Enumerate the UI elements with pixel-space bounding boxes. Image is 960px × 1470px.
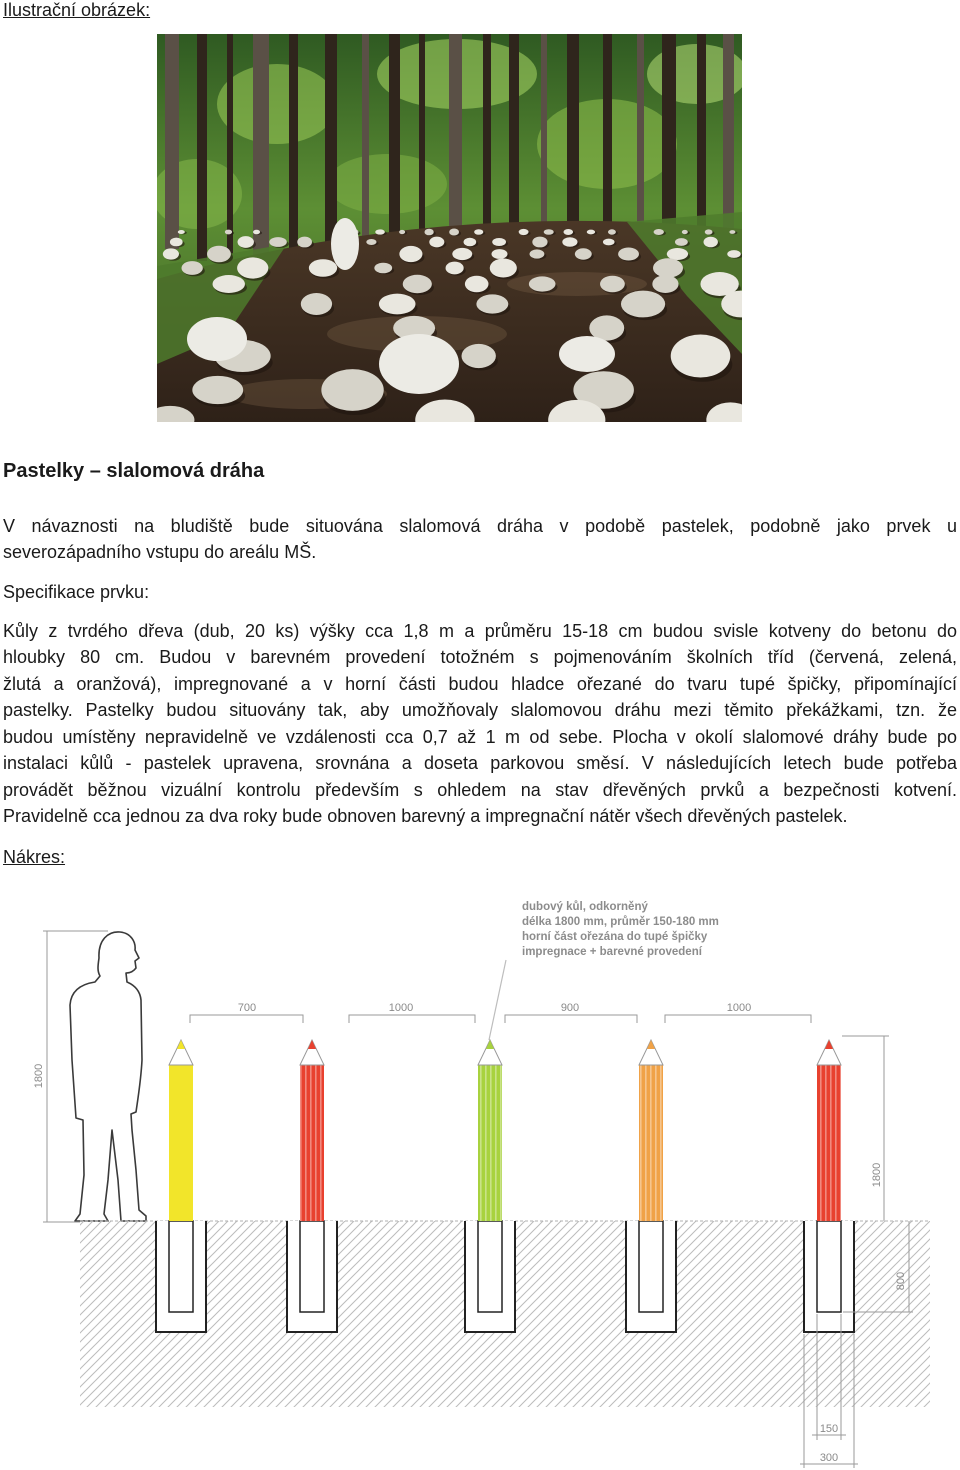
stone: [474, 229, 483, 235]
stone: [399, 246, 422, 262]
stone: [178, 230, 185, 234]
stone: [429, 237, 444, 248]
stone: [163, 248, 179, 259]
annotation-leader-line: [489, 960, 506, 1040]
stone: [253, 230, 260, 235]
stone: [587, 230, 595, 235]
stone: [675, 238, 688, 246]
stone: [424, 229, 433, 236]
tree-trunk: [419, 34, 425, 249]
stone: [562, 237, 577, 246]
stone: [654, 229, 664, 235]
stone: [446, 262, 464, 275]
stone: [727, 250, 741, 258]
large-stone: [379, 334, 459, 394]
stone: [321, 369, 383, 411]
stone: [490, 258, 517, 277]
stone: [704, 237, 718, 248]
post-height-label: 1800: [871, 1162, 883, 1188]
stone: [563, 229, 573, 235]
annotation-line: dubový kůl, odkorněný: [522, 901, 648, 913]
tree-trunk: [227, 34, 233, 273]
annotation-line: délka 1800 mm, průměr 150-180 mm: [522, 916, 719, 928]
stone: [449, 229, 459, 236]
spacing-label: 900: [560, 1002, 580, 1014]
stone: [301, 293, 332, 315]
pencil-post: [626, 1040, 676, 1332]
tree-trunk: [662, 34, 676, 249]
stone: [600, 276, 625, 293]
drawing-label: Nákres:: [3, 847, 66, 867]
stone: [544, 229, 554, 235]
stone: [399, 230, 405, 234]
stone: [530, 249, 545, 258]
spacing-label: 700: [237, 1002, 257, 1014]
stone: [532, 237, 547, 248]
stone: [269, 237, 287, 247]
stone: [491, 249, 507, 259]
spacing-label: 1000: [388, 1002, 414, 1014]
stone: [379, 294, 416, 315]
stone: [492, 238, 506, 246]
stone: [192, 376, 243, 404]
post-height-dimension: [842, 1036, 889, 1221]
spec-line: provádět běžnou vizuální kontrolu především s ohledem na stav dřevěných prvků a bezpečnosti kotvení.: [3, 779, 957, 800]
stone: [375, 229, 385, 234]
stone: [476, 294, 508, 313]
spec-line: Pravidelně cca jednou za dva roky bude obnoven barevný a impregnační nátěr všech dřevěných pastelek.: [3, 806, 848, 827]
intro-line: V návaznosti na bludiště bude situována slalomová dráha v podobě pastelek, podobně jako prvek u: [3, 515, 957, 536]
stone: [667, 248, 688, 260]
stone: [464, 238, 477, 247]
stone: [461, 344, 495, 368]
stone: [170, 238, 183, 247]
stone: [652, 275, 678, 293]
pencil-post: [465, 1040, 515, 1332]
stone: [309, 259, 337, 277]
diameter-label: 150: [819, 1423, 839, 1435]
pencil-post: [804, 1040, 854, 1332]
tree-trunk: [253, 34, 269, 285]
stone: [705, 229, 713, 234]
tree-trunk: [197, 34, 207, 261]
stone: [671, 334, 731, 377]
spec-line: budou umístěny nepravidelně ve vzdálenosti cca 0,7 až 1 m od sebe. Plocha v okolí slalomové dráhy bude po: [3, 726, 957, 747]
stone: [238, 236, 254, 248]
forest-labyrinth-image: [157, 34, 742, 422]
specification-paragraph: [3, 618, 957, 830]
person-height-label: 1800: [33, 1063, 45, 1089]
section-heading: Pastelky – slalomová dráha: [3, 460, 265, 482]
stone: [465, 276, 489, 293]
spec-line: žlutá a oranžová), impregnované a v horní části budou hladce ořezané do tvaru tupé špičky, připomínající: [3, 673, 957, 694]
stone: [621, 291, 665, 318]
spec-line: Kůly z tvrdého dřeva (dub, 20 ks) výšky cca 1,8 m a průměru 15-18 cm budou svisle kotveny do betonu do: [3, 620, 957, 641]
stone: [181, 261, 202, 275]
spacing-dimensions: [190, 1015, 811, 1023]
stone: [682, 230, 688, 234]
large-stone: [187, 317, 247, 361]
spec-line: hloubky 80 cm. Budou v barevném provedení totožném s pojmenováním školních tříd (červená, zelená,: [3, 647, 957, 668]
stone: [729, 230, 735, 234]
illustration-label: Ilustrační obrázek:: [3, 0, 151, 20]
stone: [213, 275, 245, 293]
person-silhouette: [70, 932, 146, 1221]
stone: [618, 247, 639, 260]
tree-trunk: [541, 34, 547, 249]
technical-drawing: [0, 880, 960, 1470]
stone: [575, 248, 592, 259]
stone: [519, 229, 529, 235]
pencil-post: [287, 1040, 337, 1332]
stone: [529, 276, 556, 291]
stone: [374, 263, 392, 274]
stone: [207, 246, 231, 263]
intro-line: severozápadního vstupu do areálu MŠ.: [3, 542, 317, 563]
spec-line: instalaci kůlů - pastelek upravena, srovnána a doseta parkovou směsí. V následujících letech bude potřeba: [3, 753, 957, 774]
stone: [603, 239, 615, 246]
tree-trunk: [289, 34, 298, 249]
spec-line: pastelky. Pastelky budou situovány tak, aby umožňovaly slalomovou dráhu mezi těmito překážkami, tzn. že: [3, 700, 957, 721]
stone: [403, 275, 432, 293]
annotation-line: horní část ořezána do tupé špičky: [522, 931, 708, 943]
specification-label: Specifikace prvku:: [3, 582, 150, 602]
stone: [653, 258, 683, 277]
stone: [608, 229, 616, 234]
large-stone: [559, 336, 615, 372]
stone: [452, 248, 472, 260]
stone: [366, 239, 376, 245]
tree-trunk: [165, 34, 179, 249]
annotation-line: impregnace + barevné provedení: [522, 946, 702, 958]
stone: [225, 230, 232, 235]
spacing-label: 1000: [726, 1002, 752, 1014]
large-stone: [331, 218, 359, 270]
depth-label: 800: [895, 1271, 907, 1291]
pencil-post: [156, 1040, 206, 1332]
stone: [297, 237, 312, 248]
illustration-photo: [157, 34, 742, 422]
post-annotation: [489, 901, 719, 1040]
intro-paragraph: [3, 513, 957, 566]
stone: [237, 257, 268, 278]
foundation-width-label: 300: [819, 1452, 839, 1464]
